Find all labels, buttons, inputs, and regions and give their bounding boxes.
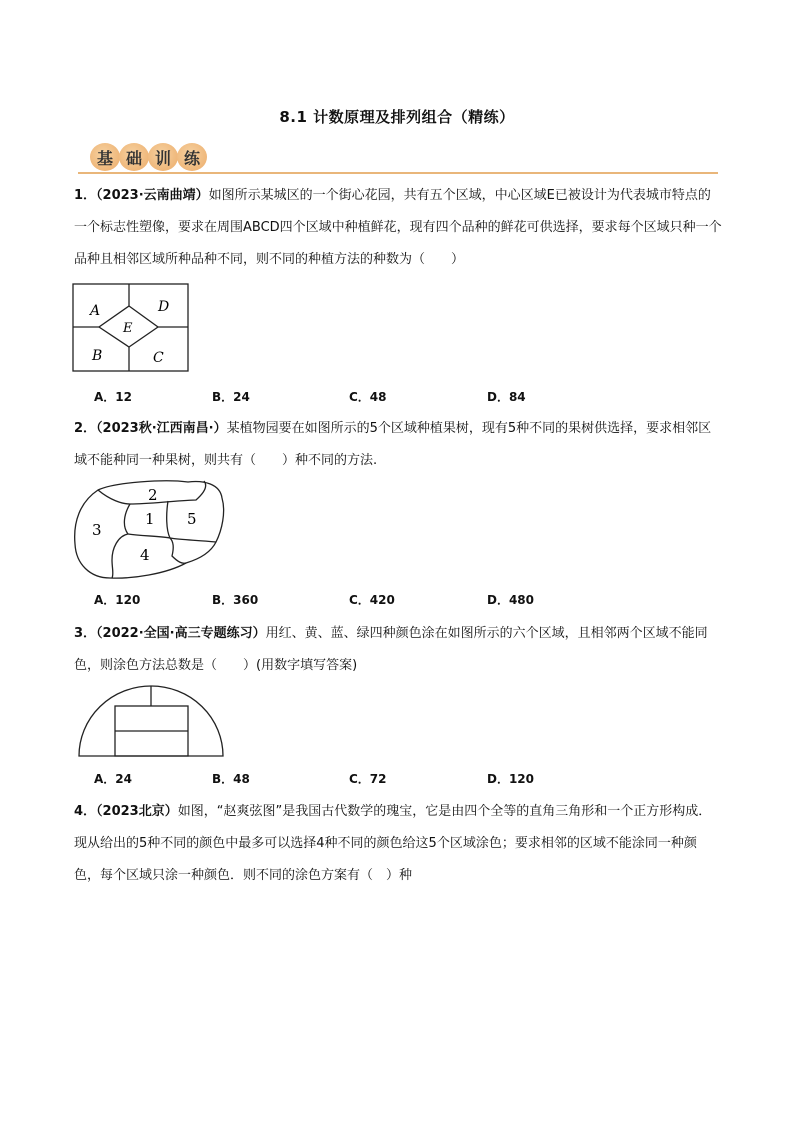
question-source: （2022·全国·高三专题练习）	[96, 626, 266, 641]
question-source: （2023·云南曲靖）	[96, 188, 209, 203]
option-a[interactable]: A．12	[94, 390, 132, 404]
option-d[interactable]: D．84	[487, 390, 526, 404]
region-label: 3	[92, 521, 102, 539]
region-label: 1	[145, 510, 155, 528]
region-label: 4	[140, 546, 150, 564]
question-source: （2023北京）	[96, 804, 178, 819]
region-label: A	[90, 303, 101, 319]
section-badge: 基	[90, 143, 120, 171]
option-b[interactable]: B．48	[212, 772, 250, 786]
region-label: B	[92, 348, 103, 364]
option-c[interactable]: C．420	[349, 593, 395, 607]
figure-semicircle	[76, 682, 228, 758]
question-text: 如图，“赵爽弦图”是我国古代数学的瑰宝，它是由四个全等的直角三角形和一个正方形构成．现从给出的5种不同的颜色中最多可以选择4种不同的颜色给这5个区域涂色；要求相邻的区域不能涂同一种颜色，每个区域只涂一种颜色．则不同的涂色方案有（ ）种	[74, 804, 712, 883]
region-label: D	[158, 299, 170, 315]
option-b[interactable]: B．360	[212, 593, 259, 607]
section-rule	[78, 172, 718, 174]
question-2	[74, 413, 722, 477]
question-text: 如图所示某城区的一个街心花园，共有五个区域，中心区域E已被设计为代表城市特点的一个标志性塑像，要求在周围ABCD四个区域中种植鲜花，现有四个品种的鲜花可供选择，要求每个区域只种一个品种且相邻区域所种品种不同，则不同的种植方法的种数为（ ）	[74, 188, 722, 267]
question-4	[74, 796, 722, 892]
section-banner	[78, 143, 718, 173]
question-number: 1．	[74, 188, 97, 203]
option-d[interactable]: D．480	[487, 593, 535, 607]
section-badge: 础	[119, 143, 149, 171]
figure-botanical-garden	[70, 478, 226, 582]
region-label: 5	[187, 510, 197, 528]
question-source: （2023秋·江西南昌·）	[96, 421, 227, 436]
option-c[interactable]: C．48	[349, 390, 387, 404]
question-3	[74, 618, 722, 682]
option-a[interactable]: A．24	[94, 772, 132, 786]
option-b[interactable]: B．24	[212, 390, 250, 404]
section-badge: 训	[148, 143, 178, 171]
section-badge: 练	[177, 143, 207, 171]
region-label: 2	[148, 486, 158, 504]
option-d[interactable]: D．120	[487, 772, 535, 786]
section-badges	[90, 143, 206, 171]
region-label: C	[153, 350, 164, 366]
question-number: 2．	[74, 421, 97, 436]
region-label: E	[123, 321, 133, 336]
page-title: 8.1 计数原理及排列组合（精练）	[279, 108, 515, 126]
question-number: 4．	[74, 804, 97, 819]
option-a[interactable]: A．120	[94, 593, 141, 607]
figure-garden	[72, 283, 190, 373]
question-1	[74, 180, 722, 276]
question-number: 3．	[74, 626, 97, 641]
question-text: 用红、黄、蓝、绿四种颜色涂在如图所示的六个区域，且相邻两个区域不能同色，则涂色方法总数是（ ）(用数字填写答案)	[74, 626, 708, 673]
option-c[interactable]: C．72	[349, 772, 387, 786]
question-text: 某植物园要在如图所示的5个区域种植果树，现有5种不同的果树供选择，要求相邻区域不能种同一种果树，则共有（ ）种不同的方法.	[74, 421, 712, 468]
